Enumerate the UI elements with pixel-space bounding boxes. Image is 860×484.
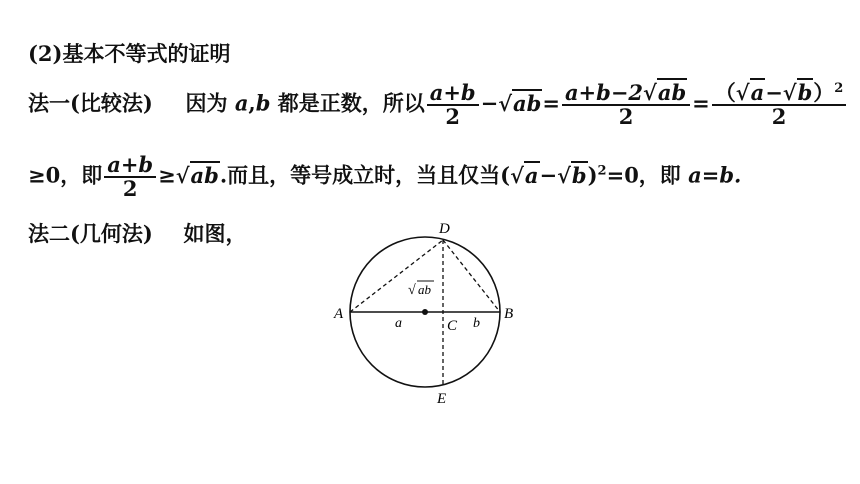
- label-C: C: [447, 318, 458, 334]
- method2-line: 法二(几何法) 如图，: [28, 221, 247, 246]
- method1-line1: 法一(比较法) 因为 a,b 都是正数，所以 $\frac{a+b}{2}$ −√ab= $\frac{a+b-2√ab}{2}$ = $\frac{(√a-√b)^2}{2}$: [28, 82, 848, 128]
- sqrt-ab: √ab: [498, 90, 542, 116]
- method1-text1: 因为: [185, 90, 228, 116]
- method2-label: 法二(几何法): [28, 221, 153, 246]
- fraction-a-plus-b-over-2-second: $\frac{a+b}{2}$: [104, 154, 156, 200]
- geometry-figure: [330, 215, 550, 415]
- label-a: a: [395, 316, 402, 331]
- label-sqrt-ab: ab: [418, 282, 431, 297]
- method1-label: 法一(比较法): [28, 90, 153, 116]
- sqrt-symbol: √: [408, 283, 416, 298]
- label-A: A: [334, 306, 344, 322]
- center-point: [422, 309, 428, 315]
- fraction-expanded: $\frac{a+b-2√ab}{2}$: [562, 82, 690, 128]
- label-b: b: [473, 316, 480, 331]
- method1-text2: 都是正数，所以: [277, 90, 425, 116]
- method1-line2: ≥0，即 $\frac{a+b}{2}$ ≥√ab.而且，等号成立时，当且仅当$(√a-√b)^2=0$，即 a=b.: [28, 152, 742, 202]
- label-D: D: [439, 221, 450, 237]
- label-E: E: [437, 391, 447, 407]
- section-heading: (2)基本不等式的证明: [28, 41, 231, 66]
- fraction-a-plus-b-over-2: $\frac{a+b}{2}$: [427, 82, 479, 128]
- segment-AD: [350, 240, 443, 312]
- fraction-square: $\frac{(√a-√b)^2}{2}$: [712, 82, 847, 128]
- label-B: B: [504, 306, 514, 322]
